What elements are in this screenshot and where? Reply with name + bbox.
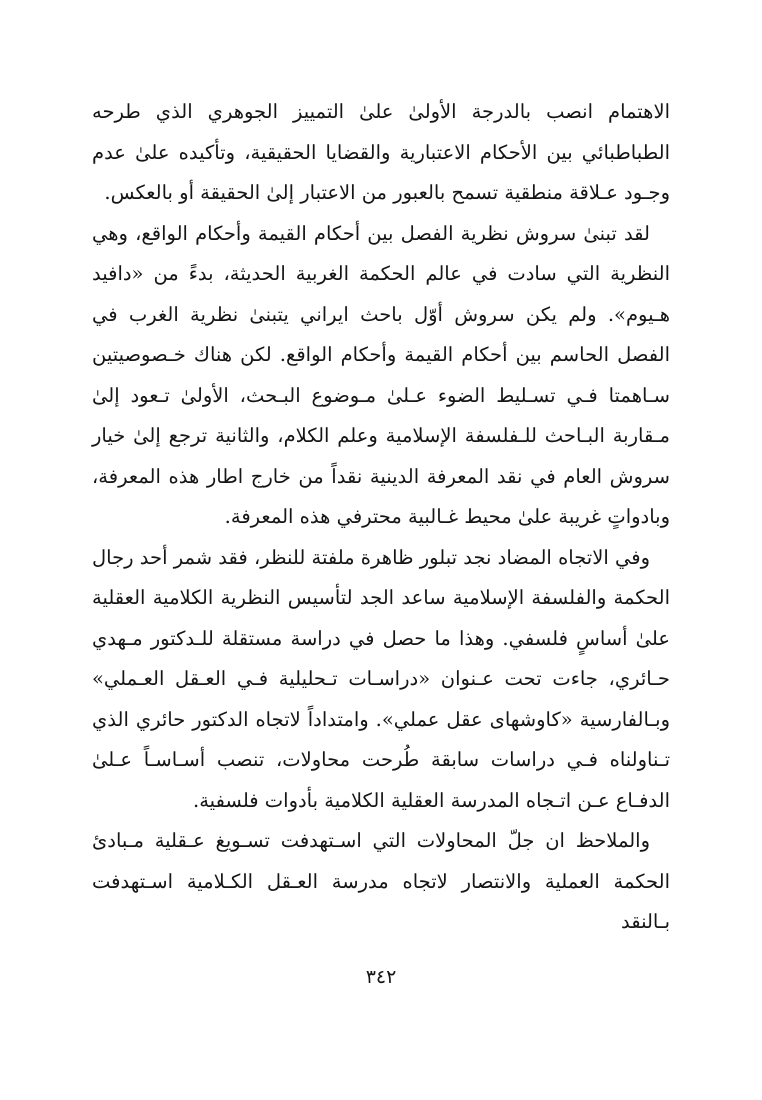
paragraph-3: وفي الاتجاه المضاد نجد تبلور ظاهرة ملفتة للنظر، فقد شمر أحد رجال الحكمة والفلسفة الإسلامية ساعد الجد لتأسيس النظرية الكلامية العقلية علىٰ أساسٍ فلسفي. وهذا ما حصل في دراسة مستقلة للـدكتور مـهدي حـائري، جاءت تحت عـنوان «دراسـات تـحليلية فـي العـقل العـملي» وبـالفارسية «كاوشهاى عقل عملي». وامتداداً لاتجاه الدكتور حائري الذي تـناولناه فـي دراسات سابقة طُرحت محاولات، تنصب أسـاسـاً عـلىٰ الدفـاع عـن اتـجاه المدرسة العقلية الكلامية بأدوات فلسفية. [92,545,670,812]
paragraph-4: والملاحظ ان جلّ المحاولات التي اسـتهدفت تسـويغ عـقلية مـبادئ الحكمة العملية والانتصار لاتجاه مدرسة العـقل الكـلامية اسـتهدفت بـالنقد [92,829,670,933]
body-text [92,92,670,943]
paragraph-1: الاهتمام انصب بالدرجة الأولىٰ علىٰ التمييز الجوهري الذي طرحه الطباطبائي بين الأحكام الاعتبارية والقضايا الحقيقية، وتأكيده علىٰ عدم وجـود عـلاقة منطقية تسمح بالعبور من الاعتبار إلىٰ الحقيقة أو بالعكس. [92,100,670,204]
page-number: ٣٤٢ [365,966,397,988]
paragraph-2: لقد تبنىٰ سروش نظرية الفصل بين أحكام القيمة وأحكام الواقع، وهي النظرية التي سادت في عالم الحكمة الغربية الحديثة، بدءً من «دافيد هـيوم». ولم يكن سروش أوّل باحث ايراني يتبنىٰ نظرية الغرب في الفصل الحاسم بين أحكام القيمة وأحكام الواقع. لكن هناك خـصوصيتين سـاهمتا فـي تسـليط الضوء عـلىٰ مـوضوع البـحث، الأولىٰ تـعود إلىٰ مـقاربة البـاحث للـفلسفة الإسلامية وعلم الكلام، والثانية ترجع إلىٰ خيار سروش العام في نقد المعرفة الدينية نقداً من خارج اطار هذه المعرفة، وبادواتٍ غريبة علىٰ محيط غـالبية محترفي هذه المعرفة. [92,221,670,528]
